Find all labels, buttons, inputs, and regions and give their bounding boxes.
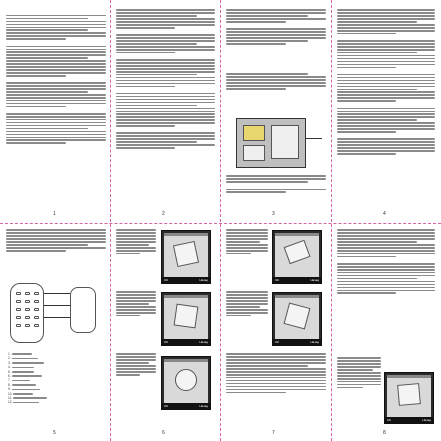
page-number: 4 [383,211,386,217]
page-8-text-b [337,356,381,424]
page-5-text [6,228,106,278]
battery-compartment-image [236,118,306,168]
page-7-text-a [226,228,268,288]
screen-screenshot: ОК Назад [384,372,434,424]
page-number: 8 [383,430,386,436]
page-4-text [337,8,435,212]
screen-screenshot: ОК Назад [272,230,322,284]
fold-line [220,0,221,441]
page-8-text [337,228,435,352]
fold-line [331,0,332,441]
page-3-text [226,8,326,68]
screen-screenshot: ОК Назад [161,356,211,410]
page-6-text-a [116,228,156,288]
page-7-text-b [226,290,268,350]
screen-screenshot: ОК Назад [161,292,211,346]
screen-screenshot: ОК Назад [161,230,211,284]
page-3-subtext [226,72,326,112]
page-2-text [116,8,215,212]
page-1-text [6,8,106,212]
fold-line [0,223,441,224]
page-number: 1 [53,211,56,217]
callout-line [44,305,70,306]
page-number: 2 [162,211,165,217]
page-3-caption [226,174,326,210]
phone-side-diagram [70,287,96,333]
fold-line [110,0,111,441]
callout-line [44,293,70,294]
callout-line [306,138,322,139]
page-6-text-c [116,352,156,412]
callout-line [44,317,70,318]
diagram-legend: 1. 2. 3. 4. 5. 6. 7. 8. 9. 10 11 12 [8,352,106,405]
page-number: 5 [53,430,56,436]
page-number: 7 [272,430,275,436]
screen-screenshot: ОК Назад [272,292,322,346]
page-6-text-b [116,290,156,350]
page-number: 6 [162,430,165,436]
phone-keypad-diagram [10,283,44,343]
page-number: 3 [272,211,275,217]
page-7-text-c [226,352,326,424]
